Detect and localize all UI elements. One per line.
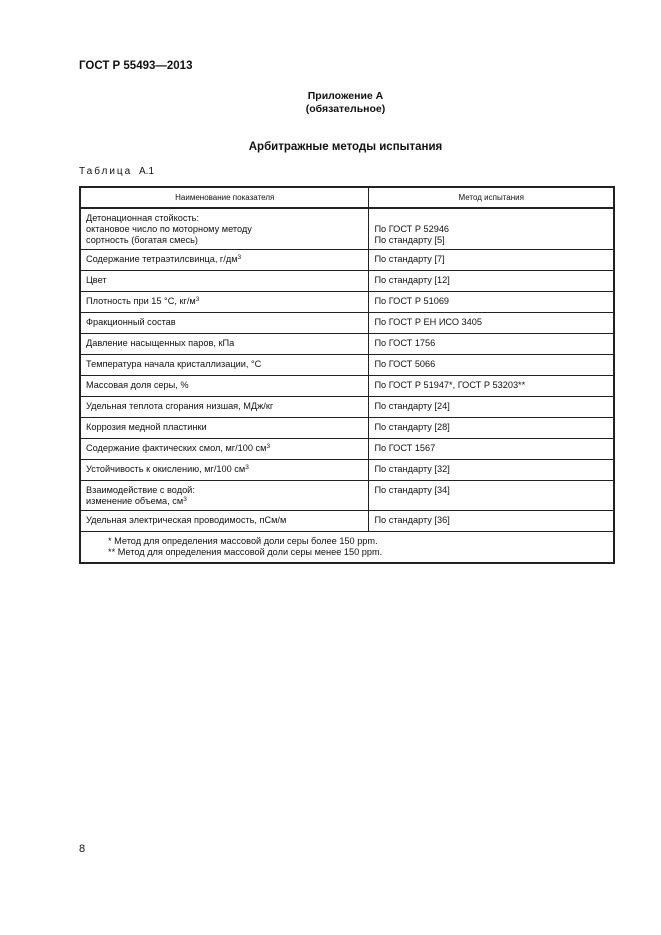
table-row xyxy=(80,334,614,355)
footnote-1: * Метод для определения массовой доли серы более 150 ppm. xyxy=(108,536,378,546)
method-text: По стандарту [7] xyxy=(374,254,445,264)
parameter-text: Удельная теплота сгорания низшая, МДж/кг xyxy=(86,401,274,411)
parameter-text: Массовая доля серы, % xyxy=(86,380,189,390)
footnote-row xyxy=(80,532,614,564)
method-cell xyxy=(369,460,614,481)
table-row xyxy=(80,460,614,481)
appendix-title: Приложение А xyxy=(307,90,384,102)
parameter-text: Цвет xyxy=(86,275,107,285)
parameter-cell xyxy=(80,313,369,334)
method-text: По ГОСТ 1567 xyxy=(374,443,436,453)
parameter-cell xyxy=(80,334,369,355)
method-text: По ГОСТ Р 52946 По стандарту [5] xyxy=(374,224,450,245)
parameter-cell xyxy=(80,397,369,418)
method-text: По стандарту [32] xyxy=(374,464,450,474)
method-cell xyxy=(369,355,614,376)
table-row xyxy=(80,418,614,439)
table-row xyxy=(80,250,614,271)
method-text: По стандарту [24] xyxy=(374,401,450,411)
method-cell xyxy=(369,250,614,271)
appendix-heading xyxy=(0,90,661,116)
unit-superscript: 3 xyxy=(237,254,242,261)
table-row xyxy=(80,397,614,418)
method-text: По ГОСТ Р 51947*, ГОСТ Р 53203** xyxy=(374,380,526,390)
method-text: По ГОСТ Р 51069 xyxy=(374,296,450,306)
parameter-text: Удельная электрическая проводимость, пСм/м xyxy=(86,515,287,525)
parameter-cell xyxy=(80,439,369,460)
method-cell xyxy=(369,418,614,439)
parameter-text: Устойчивость к окислению, мг/100 см xyxy=(86,464,246,474)
parameter-text: Коррозия медной пластинки xyxy=(86,422,207,432)
parameter-text: Взаимодействие с водой: изменение объема, см xyxy=(86,485,195,506)
table-row xyxy=(80,355,614,376)
method-cell xyxy=(369,376,614,397)
parameter-cell xyxy=(80,355,369,376)
method-cell xyxy=(369,439,614,460)
page-number: 8 xyxy=(79,843,86,855)
method-text: По ГОСТ 1756 xyxy=(374,338,436,348)
parameter-text: Фракционный состав xyxy=(86,317,176,327)
table-label-number: А.1 xyxy=(139,166,155,177)
parameter-cell xyxy=(80,271,369,292)
parameter-text: Детонационная стойкость: октановое число по моторному методу сортность (богатая смесь) xyxy=(86,213,252,245)
method-cell xyxy=(369,313,614,334)
standard-code: ГОСТ Р 55493—2013 xyxy=(79,60,193,72)
method-cell xyxy=(369,208,614,250)
table-row xyxy=(80,481,614,511)
table-row xyxy=(80,271,614,292)
table-row xyxy=(80,208,614,250)
table-row xyxy=(80,376,614,397)
method-cell xyxy=(369,511,614,532)
parameter-text: Содержание фактических смол, мг/100 см xyxy=(86,443,267,453)
method-cell xyxy=(369,334,614,355)
method-text: По стандарту [36] xyxy=(374,515,450,525)
parameter-cell xyxy=(80,250,369,271)
unit-superscript: 3 xyxy=(245,464,249,471)
table-row xyxy=(80,313,614,334)
method-cell xyxy=(369,397,614,418)
parameter-text: Плотность при 15 °С, кг/м xyxy=(86,296,196,306)
method-text: По стандарту [28] xyxy=(374,422,450,432)
parameter-cell xyxy=(80,208,369,250)
method-text: По ГОСТ Р ЕН ИСО 3405 xyxy=(374,317,482,327)
parameter-text: Температура начала кристаллизации, °С xyxy=(86,359,262,369)
footnote-2: ** Метод для определения массовой доли серы менее 150 ppm. xyxy=(108,547,383,557)
table-header-row xyxy=(80,187,614,208)
table-row xyxy=(80,292,614,313)
unit-superscript: 3 xyxy=(183,496,187,503)
method-cell xyxy=(369,481,614,511)
table-label xyxy=(79,166,154,177)
header-method: Метод испытания xyxy=(369,187,614,208)
methods-table xyxy=(79,186,615,564)
table-row xyxy=(80,511,614,532)
method-text: По стандарту [34] xyxy=(374,485,450,495)
method-cell xyxy=(369,271,614,292)
method-cell xyxy=(369,292,614,313)
section-title: Арбитражные методы испытания xyxy=(248,141,443,153)
method-text: По ГОСТ 5066 xyxy=(374,359,436,369)
method-text: По стандарту [12] xyxy=(374,275,450,285)
parameter-text: Давление насыщенных паров, кПа xyxy=(86,338,235,348)
header-parameter: Наименование показателя xyxy=(80,187,369,208)
table-row xyxy=(80,439,614,460)
parameter-cell xyxy=(80,376,369,397)
unit-superscript: 3 xyxy=(266,443,271,450)
parameter-cell xyxy=(80,460,369,481)
parameter-cell xyxy=(80,418,369,439)
parameter-cell xyxy=(80,292,369,313)
parameter-text: Содержание тетраэтилсвинца, г/дм xyxy=(86,254,238,264)
table-label-word: Таблица xyxy=(79,166,133,177)
parameter-cell xyxy=(80,481,369,511)
footnotes xyxy=(80,532,614,564)
parameter-cell xyxy=(80,511,369,532)
unit-superscript: 3 xyxy=(195,296,200,303)
appendix-status: (обязательное) xyxy=(305,103,386,115)
